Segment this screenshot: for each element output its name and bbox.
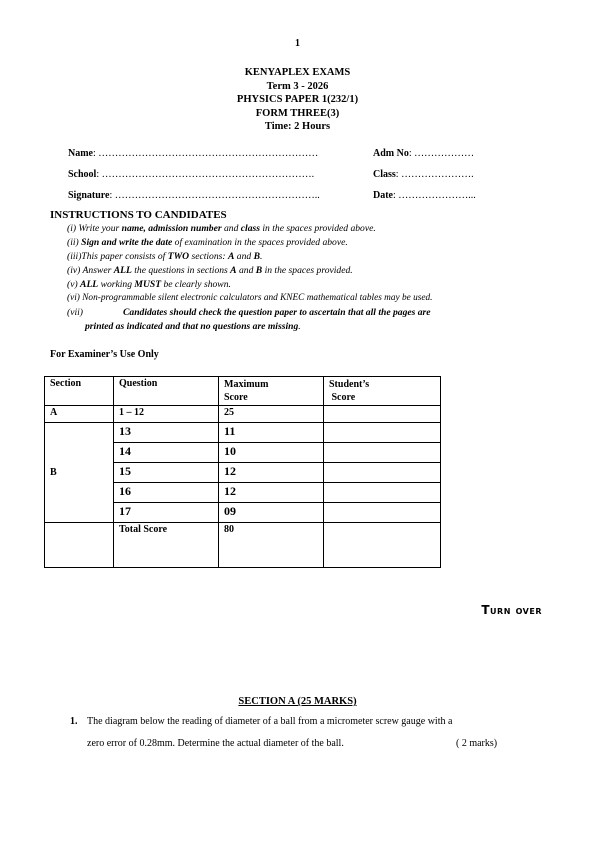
adm-label: Adm No bbox=[373, 148, 409, 159]
header-exam-body: KENYAPLEX EXAMS bbox=[244, 67, 351, 78]
date-label: Date bbox=[373, 190, 393, 201]
class-dots: : …………………. bbox=[395, 169, 474, 180]
cell-total-label: Total Score bbox=[114, 523, 219, 568]
header-time: Time: 2 Hours bbox=[264, 121, 331, 132]
table-row bbox=[45, 423, 441, 443]
header-question: Question bbox=[114, 377, 219, 406]
header-paper: PHYSICS PAPER 1(232/1) bbox=[236, 94, 359, 105]
adm-no-field[interactable] bbox=[373, 148, 474, 159]
instruction-vii-line2: printed as indicated and that no questions are missing. bbox=[85, 321, 301, 332]
instruction-ii: (ii) Sign and write the date of examination in the spaces provided above. bbox=[67, 237, 348, 248]
instruction-vii-line1: Candidates should check the question paper to ascertain that all the pages are bbox=[123, 307, 431, 318]
question-text-line1: The diagram below the reading of diameter of a ball from a micrometer screw gauge with a bbox=[87, 716, 453, 727]
date-field[interactable] bbox=[373, 190, 476, 201]
examiner-use-title: For Examiner’s Use Only bbox=[50, 349, 159, 360]
cell-question: 1 – 12 bbox=[114, 406, 219, 423]
instruction-iii: (iii)This paper consists of TWO sections: A and B. bbox=[67, 251, 263, 262]
header-term: Term 3 - 2026 bbox=[266, 80, 329, 92]
cell-max: 12 bbox=[219, 483, 324, 503]
cell-question: 17 bbox=[114, 503, 219, 523]
cell-student-score[interactable] bbox=[324, 423, 441, 443]
cell-student-score[interactable] bbox=[324, 503, 441, 523]
cell-student-score[interactable] bbox=[324, 406, 441, 423]
cell-question: 15 bbox=[114, 463, 219, 483]
cell-max: 10 bbox=[219, 443, 324, 463]
cell-max: 11 bbox=[219, 423, 324, 443]
name-label: Name bbox=[68, 148, 93, 159]
school-field[interactable] bbox=[68, 169, 314, 180]
cell-total-student-score[interactable] bbox=[324, 523, 441, 568]
table-header-row bbox=[45, 377, 441, 406]
page-number: 1 bbox=[295, 38, 300, 49]
instructions-title: INSTRUCTIONS TO CANDIDATES bbox=[50, 209, 227, 221]
header-maximum-score: Maximum Score bbox=[219, 377, 324, 406]
section-a-title: SECTION A (25 MARKS) bbox=[238, 696, 357, 707]
cell-section-b: B bbox=[45, 423, 114, 523]
adm-dots: : ……………… bbox=[408, 148, 475, 159]
instruction-vi: (vi) Non-programmable silent electronic calculators and KNEC mathematical tables may be used. bbox=[67, 293, 433, 303]
table-total-row bbox=[45, 523, 441, 568]
cell-student-score[interactable] bbox=[324, 443, 441, 463]
instruction-v: (v) ALL working MUST be clearly shown. bbox=[67, 279, 231, 290]
question-number: 1. bbox=[70, 716, 78, 727]
cell-max: 12 bbox=[219, 463, 324, 483]
signature-label: Signature bbox=[68, 190, 110, 201]
school-label: School bbox=[68, 169, 97, 180]
signature-dots: : …………………………………………………….. bbox=[109, 190, 320, 201]
class-label: Class bbox=[373, 169, 396, 180]
header-section: Section bbox=[45, 377, 114, 406]
cell-total-value: 80 bbox=[219, 523, 324, 568]
instruction-iv: (iv) Answer ALL the questions in sections A and B in the spaces provided. bbox=[67, 265, 353, 276]
school-dots: : ………………………………………………………. bbox=[96, 169, 315, 180]
signature-field[interactable] bbox=[68, 190, 320, 201]
instruction-i: (i) Write your name, admission number and class in the spaces provided above. bbox=[67, 223, 376, 234]
header-student-score: Student’s Score bbox=[324, 377, 441, 406]
exam-header bbox=[0, 66, 595, 134]
question-text-line2: zero error of 0.28mm. Determine the actual diameter of the ball. bbox=[87, 738, 344, 749]
cell-question: 16 bbox=[114, 483, 219, 503]
score-table bbox=[44, 376, 441, 568]
cell-max: 09 bbox=[219, 503, 324, 523]
cell-max: 25 bbox=[219, 406, 324, 423]
table-row bbox=[45, 406, 441, 423]
cell-question: 14 bbox=[114, 443, 219, 463]
question-marks: ( 2 marks) bbox=[456, 738, 498, 749]
cell-student-score[interactable] bbox=[324, 483, 441, 503]
cell-empty bbox=[45, 523, 114, 568]
instruction-vii: (vii) bbox=[67, 307, 83, 318]
date-dots: : …………………... bbox=[393, 190, 476, 201]
cell-section-a: A bbox=[45, 406, 114, 423]
cell-student-score[interactable] bbox=[324, 463, 441, 483]
cell-question: 13 bbox=[114, 423, 219, 443]
turn-over-label: Turn over bbox=[481, 603, 542, 617]
name-field[interactable] bbox=[68, 148, 318, 159]
name-dots: : ………………………………………………………… bbox=[93, 148, 319, 159]
class-field[interactable] bbox=[373, 169, 474, 180]
header-form: FORM THREE(3) bbox=[255, 107, 340, 119]
